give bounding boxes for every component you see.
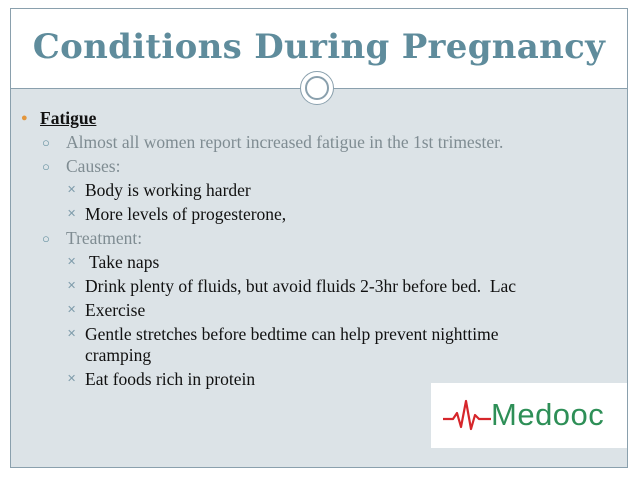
cross-bullet-icon: ✕ — [67, 208, 77, 220]
cause-text: More levels of progesterone, — [85, 204, 287, 224]
cross-bullet-icon: ✕ — [67, 256, 77, 268]
bullet-heading-fatigue — [14, 108, 614, 129]
list-item-treatment — [14, 228, 614, 249]
list-item-treatment-step — [14, 324, 614, 366]
orange-dot-bullet-icon: ● — [21, 112, 28, 124]
list-item-cause — [14, 204, 614, 225]
cross-bullet-icon: ✕ — [67, 280, 77, 292]
treatment-text: Take naps — [85, 252, 160, 272]
cross-bullet-icon: ✕ — [67, 184, 77, 196]
list-item-intro — [14, 132, 614, 153]
medooc-logo — [431, 383, 627, 448]
cause-text: Body is working harder — [85, 180, 251, 200]
slide-title: Conditions During Pregnancy — [32, 27, 606, 67]
circle-bullet-icon: ○ — [42, 231, 50, 246]
intro-text: Almost all women report increased fatigue in the 1st trimester. — [66, 132, 504, 152]
treatment-label: Treatment: — [66, 228, 143, 248]
treatment-text: Exercise — [85, 300, 146, 320]
bullet-content — [14, 108, 614, 393]
list-item-cause — [14, 180, 614, 201]
cross-bullet-icon: ✕ — [67, 304, 77, 316]
treatment-text: Eat foods rich in protein — [85, 369, 256, 389]
list-item-treatment-step — [14, 252, 614, 273]
list-item-treatment-step — [14, 276, 614, 297]
heartbeat-pulse-icon — [443, 399, 491, 433]
circle-bullet-icon: ○ — [42, 135, 50, 150]
cross-bullet-icon: ✕ — [67, 328, 77, 340]
heading-text: Fatigue — [40, 108, 97, 128]
causes-label: Causes: — [66, 156, 121, 176]
circle-bullet-icon: ○ — [42, 159, 50, 174]
list-item-causes — [14, 156, 614, 177]
cross-bullet-icon: ✕ — [67, 373, 77, 385]
treatment-text: Gentle stretches before bedtime can help prevent nighttime cramping — [85, 324, 499, 365]
logo-text: Medooc — [491, 397, 605, 432]
treatment-text: Drink plenty of fluids, but avoid fluids 2-3hr before bed. Lac — [85, 276, 517, 296]
list-item-treatment-step — [14, 300, 614, 321]
